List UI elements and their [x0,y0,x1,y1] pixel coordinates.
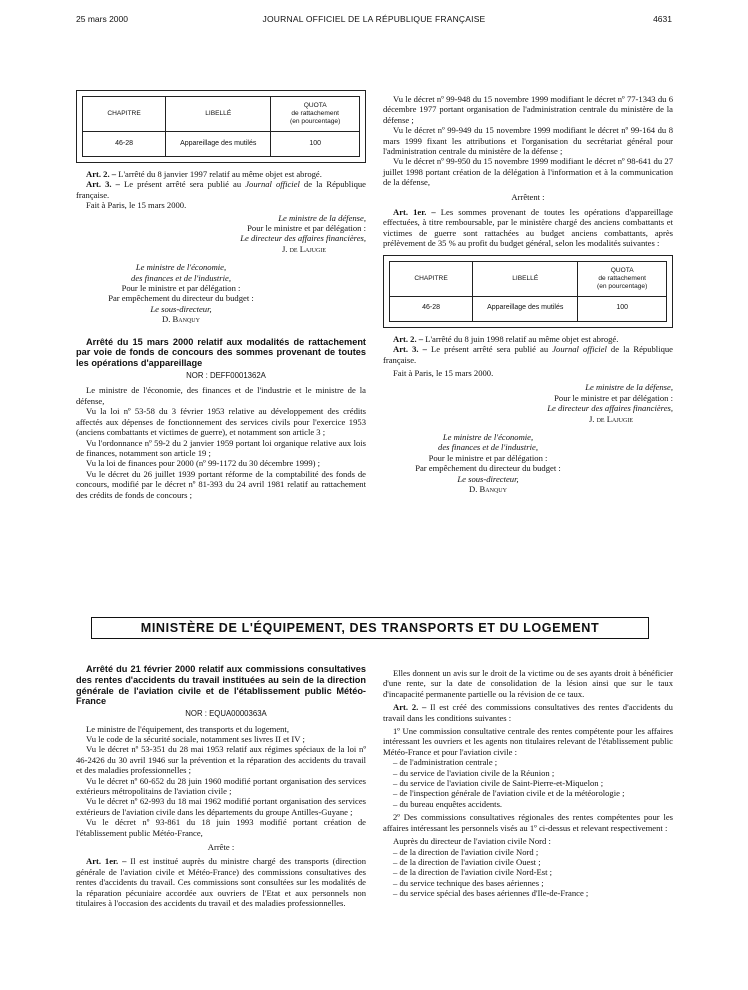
list-item: – du service de l'aviation civile de la Réunion ; [401,768,673,778]
ministry-banner: MINISTÈRE DE L'ÉQUIPEMENT, DES TRANSPORTS ET DU LOGEMENT [91,617,649,639]
signature-block-3: Le ministre de la défense, Pour le ministre et par délégation : Le directeur des affaires financières, J. de Lajugie [547,382,673,424]
list-item: – de l'inspection générale de l'aviation civile et de la météorologie ; [401,788,673,798]
fait-a-paris: Fait à Paris, le 15 mars 2000. [86,200,187,211]
th-quota: QUOTA de rattachement (en pourcentage) [271,97,360,132]
quota-table-1 [82,96,360,157]
signature-block-4: Le ministre de l'économie, des finances et de l'industrie, Pour le ministre et par délégation : Par empêchement du directeur du budget : Le sous-directeur, D. Banquy [415,431,561,494]
left-column-top [76,90,366,500]
quota-table-box-1 [76,90,366,163]
th-chapitre: CHAPITRE [83,97,166,132]
list-item: – de la direction de l'aviation civile Ouest ; [401,857,673,867]
list-aviation-nord [383,847,673,899]
art3-paragraph: Art. 3. – Le présent arrêté sera publié au Journal officiel de la République française. [76,179,366,200]
list-item: – de la direction de l'aviation civile Nord ; [401,847,673,857]
list-aviation-centrale [383,757,673,809]
page-header [0,14,748,30]
quota-table-2: CHAPITRE LIBELLÉ QUOTA de rattachement (en pourcentage) 46-28 Appareillage des mutilés 100 [389,261,667,322]
list-item: – du service de l'aviation civile de Saint-Pierre-et-Miquelon ; [401,778,673,788]
quota-table-box-2 [383,255,673,328]
header-page-number: 4631 [653,14,672,24]
header-journal-title: JOURNAL OFFICIEL DE LA RÉPUBLIQUE FRANÇAISE [262,14,486,24]
list-item: – du service technique des bases aériennes ; [401,878,673,888]
th-libelle: LIBELLÉ [166,97,271,132]
art1-paragraph: Art. 1er. – Les sommes provenant de toutes les opérations d'appareillage effectuées, à titre remboursable, par le ministère chargé des anciens combattants et victimes de guerre sont rattachées au budget anciens combattants, après prélèvement de 35 % au profit du budget général, selon les modalités suivantes : [383,207,673,249]
signature-block-2: Le ministre de l'économie, des finances et de l'industrie, Pour le ministre et par délégation : Par empêchement du directeur du budget : Le sous-directeur, D. Banquy [108,262,254,325]
td-chapitre: 46-28 [83,132,166,157]
arrete-3-title: Arrêté du 21 février 2000 relatif aux commissions consultatives des rentes d'accidents du travail instituées au sein de la direction générale de l'aviation civile et de l'établissement public Météo-France [76,664,366,707]
left-column-bottom: Arrêté du 21 février 2000 relatif aux commissions consultatives des rentes d'accidents du travail instituées au sein de la direction générale de l'aviation civile et de l'établissement public Météo-France NOR : EQUA0000363A Le ministre de l'équipement, des transports et du logement, Vu le code de la sécurité sociale, notamment ses livres II et IV ; Vu le décret nº 53-351 du 28 mai 1953 relatif aux régimes spéciaux de la loi nº 46-2426 du 30 avril 1946 sur la prévention et la réparation des accidents du travail et des maladies professionnelles ; Vu le décret nº 60-652 du 28 juin 1960 modifié portant organisation des services extérieurs métropolitains de l'aviation civile ; Vu le décret nº 62-993 du 18 mai 1962 modifié portant organisation des services extérieurs de l'aviation civile dans les départements du groupe Antilles-Guyane ; Vu le décret nº 93-861 du 18 juin 1993 modifié portant création de l'établissement public Météo-France, Arrête : Art. 1er. – Il est institué auprès du ministre chargé des transports (direction générale de l'aviation civile et Météo-France) des commissions consultatives des rentes d'accidents du travail. Ces commissions sont consultées sur les modalités de la réparation pécuniaire accordée aux ouvriers de l'Etat et aux personnels non titulaires à l'occasion des accidents du travail et des maladies professionnelles. [76,664,366,909]
art2-paragraph: Art. 2. – L'arrêté du 8 janvier 1997 relatif au même objet est abrogé. [86,169,322,179]
arrete-2-title: Arrêté du 15 mars 2000 relatif aux modalités de rattachement par voie de fonds de concours des sommes provenant de toutes les opérations d'appareillage [76,336,366,369]
arretent: Arrêtent : [511,191,545,202]
td-libelle: Appareillage des mutilés [166,132,271,157]
right-column-top: Vu le décret nº 99-948 du 15 novembre 1999 modifiant le décret nº 77-1343 du 6 décembre 1977 portant organisation de l'administration centrale du ministère de la défense ; Vu le décret nº 99-949 du 15 novembre 1999 modifiant le décret nº 99-164 du 8 mars 1999 fixant les attributions et l'organisation du secrétariat général pour l'administration centrale du ministère de la défense ; Vu le décret nº 99-950 du 15 novembre 1999 modifiant le décret nº 98-641 du 27 juillet 1998 portant création de la délégation à l'information et à la communication de la défense, Arrêtent : Art. 1er. – Les sommes provenant de toutes les opérations d'appareillage effectuées, à titre remboursable, par le ministère chargé des anciens combattants et victimes de guerre sont rattachées au budget anciens combattants, après prélèvement de 35 % au profit du budget général, selon les modalités suivantes : CHAPITRE LIBELLÉ QUOTA de rattachement (en pourcentage) 46-28 Appareillage des mutilés 100 Art. 2. – L'arrêté du 8 juin 1998 relatif au même objet est abrogé. Art. 3. – Le présent arrêté sera publié au Journal officiel de la République française. Fait à Paris, le 15 mars 2000. Le ministre de la défense, Pour le ministre et par délégation : Le directeur des affaires financières, J. de Lajugie Le ministre de l'économie, des finances et de l'industrie, Pour le ministre et par délégation : Par empêchement du directeur du budget : Le sous-directeur, D. Banquy [383,94,673,494]
td-quota: 100 [271,132,360,157]
list-item: – de l'administration centrale ; [401,757,673,767]
list-item: – du service spécial des bases aériennes d'Ile-de-France ; [401,888,673,898]
arrete-3-nor: NOR : EQUA0000363A [185,709,267,719]
list-item: – de la direction de l'aviation civile Nord-Est ; [401,867,673,877]
list-item: – du bureau enquêtes accidents. [401,799,673,809]
arrete-2-nor: NOR : DEFF0001362A [186,371,266,381]
signature-block-1: Le ministre de la défense, Pour le ministre et par délégation : Le directeur des affaires financières, J. de Lajugie [240,212,366,254]
arrete-2-section: Arrêté du 15 mars 2000 relatif aux modalités de rattachement par voie de fonds de concours des sommes provenant de toutes les opérations d'appareillage NOR : DEFF0001362A Le ministre de l'économie, des finances et de l'industrie et le ministre de la défense, Vu la loi nº 53-58 du 3 février 1953 relative au développement des crédits affectés aux dépenses de fonctionnement des services civils pour l'exercice 1953 (anciens combattants et victimes de guerre), et notamment son article 3 ; Vu l'ordonnance nº 59-2 du 2 janvier 1959 portant loi organique relative aux lois de finances, notamment son article 19 ; Vu la loi de finances pour 2000 (nº 99-1172 du 30 décembre 1999) ; Vu le décret du 26 juillet 1939 portant réforme de la comptabilité des fonds de concours, modifié par le décret nº 81-393 du 24 avril 1981 relatif au rattachement des crédits de fonds de concours ; [76,336,366,500]
header-date: 25 mars 2000 [76,14,128,24]
right-column-bottom: Elles donnent un avis sur le droit de la victime ou de ses ayants droit à bénéficier d'une rente, sur la date de consolidation de la lésion ainsi que sur le taux d'incapacité permanente partielle ou la révision de ce taux. Art. 2. – Il est créé des commissions consultatives des rentes d'accidents du travail dans les conditions suivantes : 1º Une commission consultative centrale des rentes compétente pour les affaires intéressant les ouvriers et les agents non titulaires relevant de l'établissement public Météo-France et pour l'aviation civile : – de l'administration centrale ; – du service de l'aviation civile de la Réunion ; – du service de l'aviation civile de Saint-Pierre-et-Miquelon ; – de l'inspection générale de l'aviation civile et de la météorologie ; – du bureau enquêtes accidents. 2º Des commissions consultatives régionales des rentes compétentes pour les affaires intéressant les personnels visés au 1º ci-dessus et relevant respectivement : Auprès du directeur de l'aviation civile Nord : – de la direction de l'aviation civile Nord ; – de la direction de l'aviation civile Ouest ; – de la direction de l'aviation civile Nord-Est ; – du service technique des bases aériennes ; – du service spécial des bases aériennes d'Ile-de-France ; [383,668,673,899]
